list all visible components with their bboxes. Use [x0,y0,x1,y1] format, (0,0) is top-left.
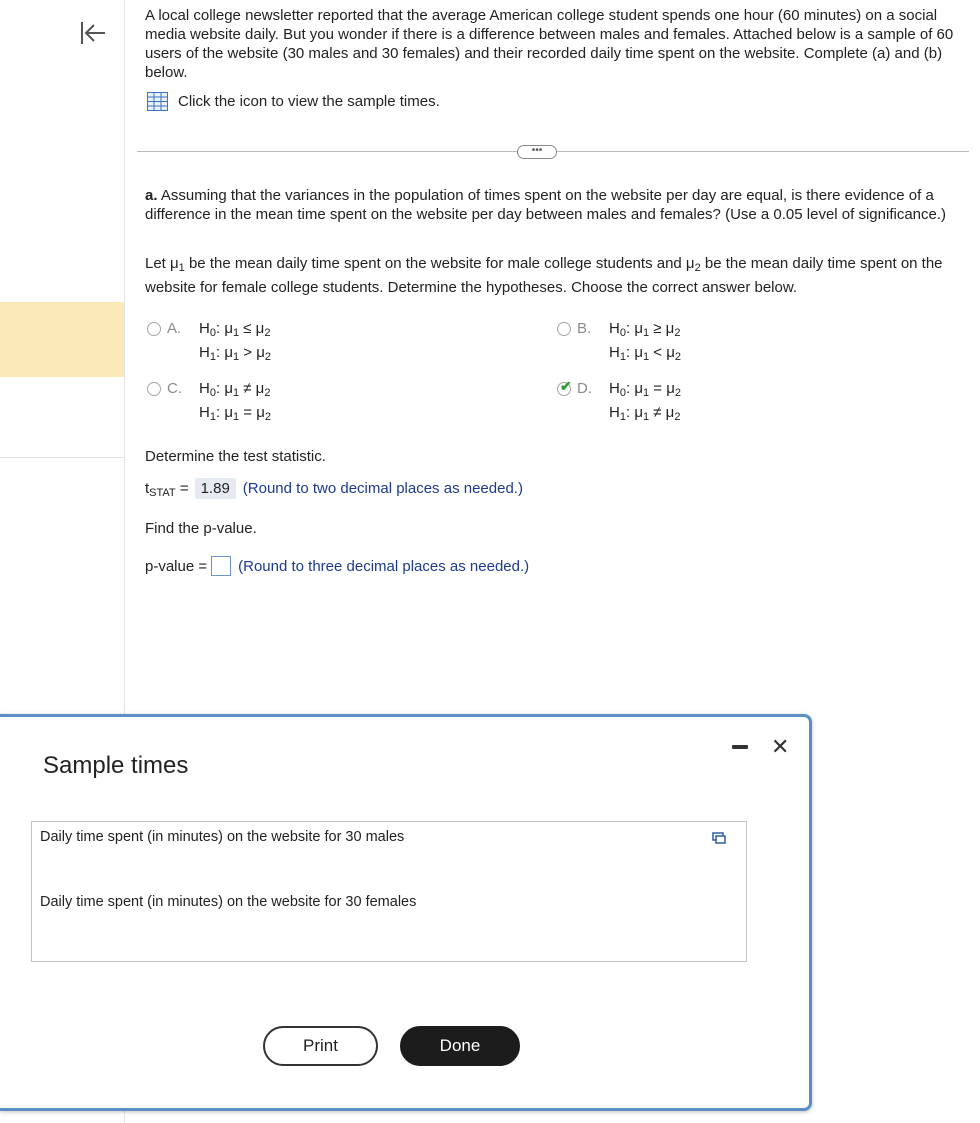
radio-b[interactable] [557,322,571,336]
radio-c[interactable] [147,382,161,396]
option-c[interactable] [147,380,271,425]
question-text [145,186,965,224]
close-icon[interactable]: ✕ [771,734,790,759]
option-c-letter: C. [167,380,182,397]
option-d-hypotheses: $H_0$: $\mu_1 = \mu_2$ $H_1$: $\mu_1 \ne \mu_2$ [609,380,681,423]
test-statistic-row [145,478,523,499]
p-value-hint: (Round to three decimal places as needed.) [238,557,530,575]
intro-paragraph: A local college newsletter reported that the average American college student spends one hour (60 minutes) on a social media website daily. But you wonder if there is a difference between males and females. Attached below is a sample of 60 users of the website (30 males and 30 females) and their recorded daily time spent on the website. Complete (a) and (b) below. [145,7,954,81]
option-b-hypotheses: $H_0$: $\mu_1 \ge \mu_2$ $H_1$: $\mu_1 < \mu_2$ [609,320,681,363]
option-a[interactable] [147,320,271,365]
option-d-h0-relation: = [653,380,663,397]
males-header: Daily time spent (in minutes) on the website for 30 males [40,829,405,845]
view-sample-times-label[interactable]: Click the icon to view the sample times. [178,92,440,110]
sample-times-dialog [0,714,812,1111]
copy-icon[interactable] [712,832,726,844]
tstat-label: $t_{STAT}$ = [145,480,189,499]
option-a-h0-relation: ≤ [243,320,252,337]
option-c-hypotheses: $H_0$: $\mu_1 \ne \mu_2$ $H_1$: $\mu_1 = \mu_2$ [199,380,271,423]
let-text-1: Let μ [145,255,179,272]
mu1-subscript: 1 [178,262,185,274]
tstat-answer[interactable]: 1.89 [195,478,236,499]
let-text-2: be the mean daily time spent on the website for male college students and μ [184,255,695,272]
test-statistic-prompt: Determine the test statistic. [145,448,326,465]
sample-data-table [31,821,747,962]
option-a-letter: A. [167,320,182,337]
correct-check-icon: ✔ [560,378,572,394]
option-d-h1-relation: ≠ [653,404,662,421]
option-b-h0-relation: ≥ [653,320,662,337]
current-question-highlight [0,302,124,377]
option-b-h1-relation: < [653,344,663,361]
tstat-hint: (Round to two decimal places as needed.) [242,480,523,497]
option-b-letter: B. [577,320,592,337]
option-d-letter: D. [577,380,592,397]
mu2-subscript: 2 [694,262,701,274]
p-value-label: p-value = [145,557,208,575]
hypothesis-instructions [145,252,965,300]
rail-separator [0,457,124,458]
collapse-left-icon[interactable] [79,20,107,46]
part-label: a. [145,187,158,204]
option-c-h0-relation: ≠ [243,380,252,397]
option-c-h1-relation: = [243,404,253,421]
done-button[interactable]: Done [400,1026,520,1066]
view-sample-times-link[interactable] [147,91,440,111]
p-value-prompt: Find the p-value. [145,520,257,537]
radio-d-selected[interactable] [557,378,572,396]
option-a-h1-relation: > [243,344,253,361]
p-value-row [145,556,529,576]
question-body: Assuming that the variances in the population of times spent on the website per day are equal, is there evidence of a difference in the mean time spent on the website per day between males and females? (Use a 0.05 level of significance.) [145,187,947,223]
option-d[interactable] [557,380,681,425]
expand-more-button[interactable]: ••• [517,145,557,159]
option-a-hypotheses: $H_0$: $\mu_1 \le \mu_2$ $H_1$: $\mu_1 > \mu_2$ [199,320,271,363]
option-b[interactable] [557,320,681,365]
radio-a[interactable] [147,322,161,336]
minimize-icon[interactable] [732,745,748,749]
females-header: Daily time spent (in minutes) on the website for 30 females [40,894,417,910]
let-text-3: be the mean daily time spent on the website for female college students. Determine the hypotheses. Choose the correct answer below. [145,255,943,296]
print-button[interactable]: Print [263,1026,378,1066]
dialog-title: Sample times [43,752,189,779]
table-grid-icon[interactable] [147,92,168,111]
p-value-input[interactable] [211,556,231,576]
